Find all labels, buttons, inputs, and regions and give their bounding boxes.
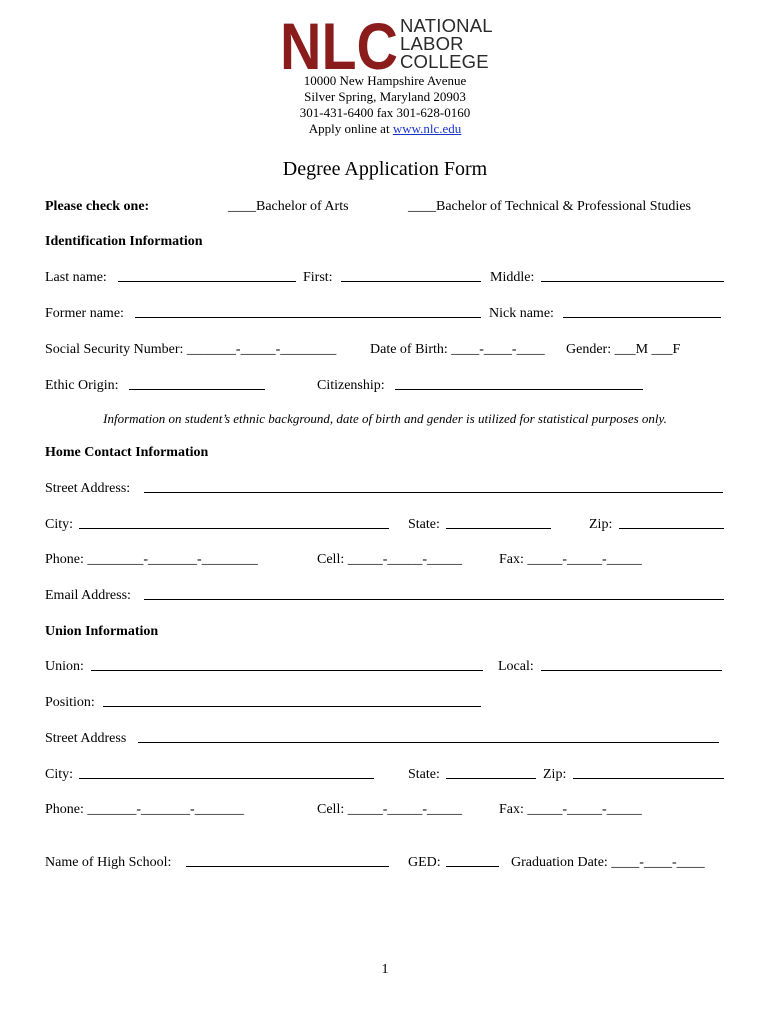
home-zip-label: Zip: [589,517,613,532]
home-street-label: Street Address: [45,481,131,496]
home-zip-field[interactable] [619,517,724,529]
high-school-field[interactable] [186,855,389,867]
home-phone-field[interactable]: Phone: ________-_______-________ [45,552,258,567]
degree-option-ba[interactable]: ____Bachelor of Arts [228,199,349,214]
union-zip-label: Zip: [543,767,567,782]
union-city-label: City: [45,767,74,782]
section-union: Union Information [45,624,159,639]
union-cell-field[interactable]: Cell: _____-_____-_____ [317,802,463,817]
union-street-label: Street Address [45,731,127,746]
union-field[interactable] [91,659,483,671]
logo-line-national: NATIONAL [400,15,493,36]
union-fax-field[interactable]: Fax: _____-_____-_____ [499,802,642,817]
dob-field[interactable]: Date of Birth: ____-____-____ [370,342,545,357]
section-home-contact: Home Contact Information [45,445,209,460]
email-label: Email Address: [45,588,131,603]
first-name-field[interactable] [341,270,481,282]
union-label: Union: [45,659,84,674]
ged-label: GED: [408,855,441,870]
union-state-label: State: [408,767,440,782]
logo-line-labor: LABOR [400,33,464,54]
last-name-field[interactable] [118,270,296,282]
citizenship-field[interactable] [395,378,643,390]
graduation-date-field[interactable]: Graduation Date: ____-____-____ [511,855,705,870]
high-school-label: Name of High School: [45,855,172,870]
first-name-label: First: [303,270,333,285]
middle-name-label: Middle: [490,270,535,285]
local-label: Local: [498,659,534,674]
nick-name-label: Nick name: [489,306,554,321]
union-zip-field[interactable] [573,767,724,779]
former-name-label: Former name: [45,306,124,321]
ssn-field[interactable]: Social Security Number: _______-_____-________ [45,342,337,357]
nlc-logo-mark [280,14,400,72]
nick-name-field[interactable] [563,306,721,318]
position-label: Position: [45,695,95,710]
email-field[interactable] [144,588,724,600]
nlc-logo [280,14,494,72]
page-number: 1 [381,962,389,977]
home-city-field[interactable] [79,517,389,529]
ethnic-origin-field[interactable] [129,378,265,390]
address-phone-fax: 301-431-6400 fax 301-628-0160 [299,105,471,120]
union-state-field[interactable] [446,767,536,779]
union-street-field[interactable] [138,731,719,743]
degree-prompt: Please check one: [45,199,150,214]
home-city-label: City: [45,517,74,532]
position-field[interactable] [103,695,481,707]
address-city: Silver Spring, Maryland 20903 [304,89,466,104]
home-cell-field[interactable]: Cell: _____-_____-_____ [317,552,463,567]
home-street-field[interactable] [144,481,723,493]
ethnic-origin-label: Ethic Origin: [45,378,119,393]
statistical-note: Information on student’s ethnic background, date of birth and gender is utilized for statistical purposes only. [103,411,667,426]
section-identification: Identification Information [45,234,203,249]
address-street: 10000 New Hampshire Avenue [303,73,467,88]
apply-online [0,121,770,137]
last-name-label: Last name: [45,270,107,285]
home-state-field[interactable] [446,517,551,529]
citizenship-label: Citizenship: [317,378,385,393]
home-state-label: State: [408,517,440,532]
apply-prefix: Apply online at [308,121,393,136]
middle-name-field[interactable] [541,270,724,282]
logo-letters: NLC [280,14,398,72]
ged-field[interactable] [446,855,499,867]
form-title: Degree Application Form [282,158,488,180]
former-name-field[interactable] [135,306,481,318]
logo-line-college: COLLEGE [400,51,489,72]
gender-field[interactable]: Gender: ___M ___F [566,342,681,357]
union-city-field[interactable] [79,767,374,779]
website-link[interactable]: www.nlc.edu [392,121,462,136]
home-fax-field[interactable]: Fax: _____-_____-_____ [499,552,642,567]
local-field[interactable] [541,659,722,671]
union-phone-field[interactable]: Phone: _______-_______-_______ [45,802,244,817]
degree-option-btps[interactable]: ____Bachelor of Technical & Professional Studies [408,199,691,214]
